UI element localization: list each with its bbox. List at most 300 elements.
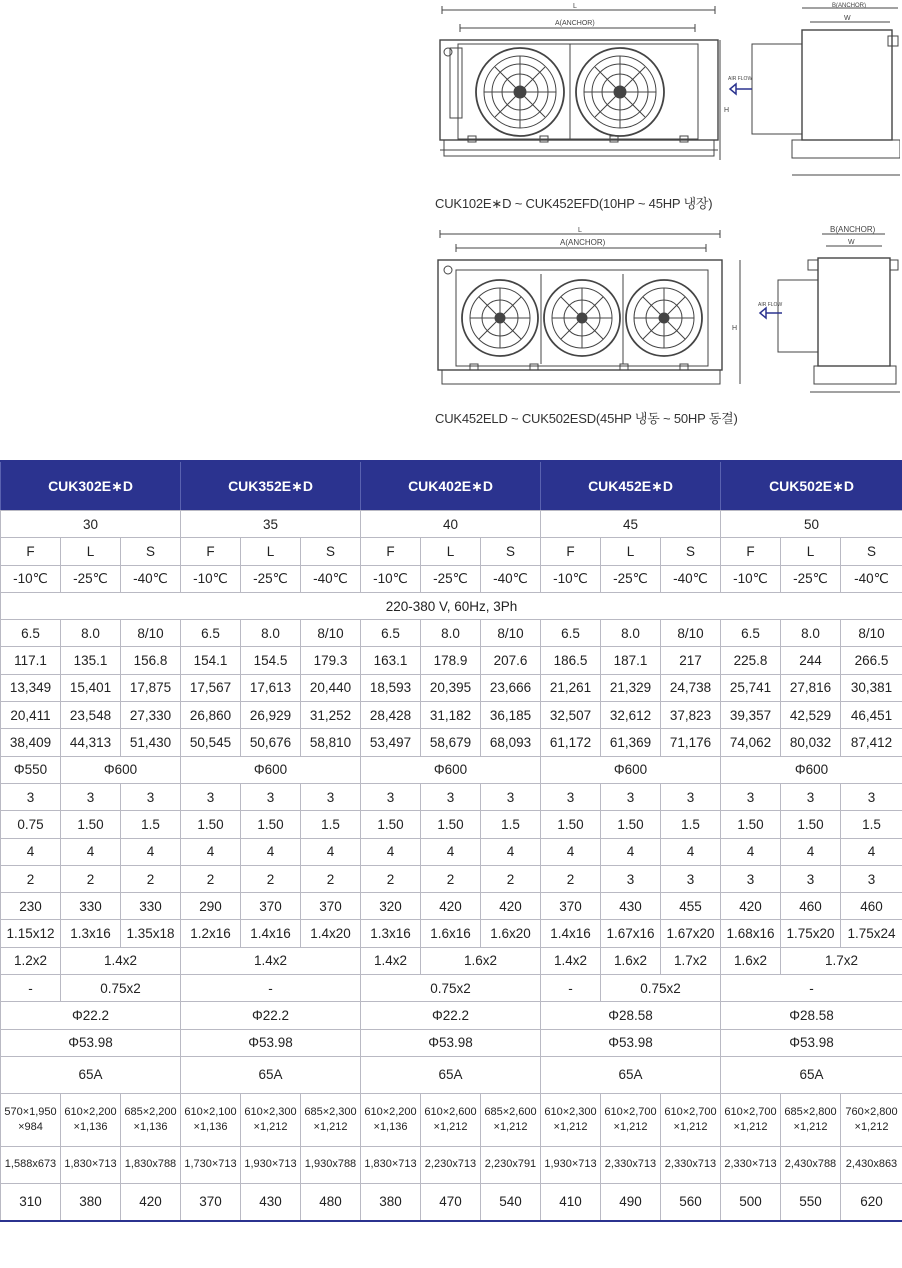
table-cell: 50,545 [181, 729, 241, 756]
table-cell: 3 [781, 865, 841, 892]
table-cell: 2,430x788 [781, 1146, 841, 1183]
hp-cell: 35 [181, 511, 361, 538]
table-cell: 6.5 [181, 620, 241, 647]
dimension-line: ×1,136 [133, 1120, 168, 1133]
table-cell: -10℃ [361, 565, 421, 592]
table-cell: 1.50 [181, 811, 241, 838]
fan-dia-cell: Φ600 [721, 756, 902, 783]
table-cell: 4 [841, 838, 902, 865]
table-cell: 2 [481, 865, 541, 892]
table-cell: -25℃ [421, 565, 481, 592]
dimension-line: ×1,212 [613, 1120, 648, 1133]
heater-cell: 1.4x2 [361, 947, 421, 974]
table-cell: 0.75 [1, 811, 61, 838]
table-cell: 6.5 [721, 620, 781, 647]
dimension-cell [841, 1093, 902, 1146]
table-cell: 23,548 [61, 702, 121, 729]
table-cell: 230 [1, 893, 61, 920]
data-row [1, 620, 902, 647]
dimension-line: 610×2,300 [244, 1105, 297, 1118]
table-cell: 2 [121, 865, 181, 892]
table-cell: 3 [1, 783, 61, 810]
table-cell: 4 [601, 838, 661, 865]
table-cell: 6.5 [1, 620, 61, 647]
table-cell: 3 [361, 783, 421, 810]
dim-w-label: W [844, 15, 851, 22]
table-cell: 500 [721, 1183, 781, 1221]
table-cell: 1,830×713 [361, 1146, 421, 1183]
table-cell: 30,381 [841, 674, 902, 701]
table-cell: Φ53.98 [541, 1029, 721, 1056]
table-cell: 32,507 [541, 702, 601, 729]
table-cell: 4 [241, 838, 301, 865]
heater-cell: 1.6x2 [421, 947, 541, 974]
table-cell: 370 [181, 1183, 241, 1221]
dimension-line: 685×2,200 [124, 1105, 177, 1118]
table-cell: F [721, 538, 781, 565]
table-cell: 1,730×713 [181, 1146, 241, 1183]
drain-heater-cell: 0.75x2 [61, 975, 181, 1002]
table-cell: 4 [181, 838, 241, 865]
type-row [1, 538, 902, 565]
table-cell: 2 [301, 865, 361, 892]
dimension-cell [661, 1093, 721, 1146]
table-cell: 42,529 [781, 702, 841, 729]
table-cell: Φ22.2 [361, 1002, 541, 1029]
dimension-line: ×1,136 [373, 1120, 408, 1133]
table-cell: 23,666 [481, 674, 541, 701]
table-cell: 1,930×713 [541, 1146, 601, 1183]
table-cell: 1.75x20 [781, 920, 841, 947]
table-cell: 330 [61, 893, 121, 920]
dim-b-label: B(ANCHOR) [832, 3, 866, 9]
table-cell: 6.5 [361, 620, 421, 647]
drain-heater-cell: 0.75x2 [361, 975, 541, 1002]
table-cell: 154.1 [181, 647, 241, 674]
table-cell: 380 [61, 1183, 121, 1221]
power-row [1, 592, 902, 619]
table-cell: 430 [601, 893, 661, 920]
fan-dia-cell: Φ600 [361, 756, 541, 783]
table-cell: 28,428 [361, 702, 421, 729]
model-header-row [1, 461, 902, 511]
dimension-line: 610×2,600 [424, 1105, 477, 1118]
table-cell: Φ53.98 [721, 1029, 902, 1056]
table-cell: 1.35x18 [121, 920, 181, 947]
hp-cell: 45 [541, 511, 721, 538]
dim-h-label: H [724, 107, 730, 114]
table-cell: 455 [661, 893, 721, 920]
dimension-line: 685×2,800 [784, 1105, 837, 1118]
table-cell: 410 [541, 1183, 601, 1221]
table-cell: 17,613 [241, 674, 301, 701]
table-cell: 370 [541, 893, 601, 920]
table-cell: -10℃ [1, 565, 61, 592]
data-row [1, 811, 902, 838]
table-cell: 58,810 [301, 729, 361, 756]
table-cell: 2,330×713 [721, 1146, 781, 1183]
dimension-line: 610×2,700 [604, 1105, 657, 1118]
table-cell: Φ53.98 [361, 1029, 541, 1056]
weight-row [1, 1183, 902, 1221]
table-cell: 3 [841, 865, 902, 892]
table-cell: 154.5 [241, 647, 301, 674]
table-cell: 50,676 [241, 729, 301, 756]
table-cell: Φ22.2 [181, 1002, 361, 1029]
table-cell: 24,738 [661, 674, 721, 701]
dimension-cell [421, 1093, 481, 1146]
table-cell: 420 [121, 1183, 181, 1221]
dimension-line: 685×2,300 [304, 1105, 357, 1118]
table-cell: 560 [661, 1183, 721, 1221]
table-cell: 1,588x673 [1, 1146, 61, 1183]
table-cell: 1,930×713 [241, 1146, 301, 1183]
table-cell: 74,062 [721, 729, 781, 756]
fan-dia-cell: Φ550 [1, 756, 61, 783]
table-cell: 53,497 [361, 729, 421, 756]
table-cell: 4 [301, 838, 361, 865]
table-cell: 61,172 [541, 729, 601, 756]
pipe-in-row [1, 1002, 902, 1029]
table-cell: 61,369 [601, 729, 661, 756]
dim-h-label: H [732, 325, 738, 332]
dimension-line: 685×2,600 [484, 1105, 537, 1118]
table-cell: 3 [661, 865, 721, 892]
dim-w-label: W [848, 239, 855, 246]
table-cell: 27,330 [121, 702, 181, 729]
drain-heater-cell: 0.75x2 [601, 975, 721, 1002]
table-cell: 1.4x16 [541, 920, 601, 947]
table-cell: 2 [361, 865, 421, 892]
heater-cell: 1.7x2 [781, 947, 902, 974]
table-cell: 3 [601, 783, 661, 810]
dimension-line: ×1,136 [73, 1120, 108, 1133]
dimension-cell [121, 1093, 181, 1146]
table-cell: L [421, 538, 481, 565]
table-cell: 266.5 [841, 647, 902, 674]
dimension-cell [541, 1093, 601, 1146]
table-cell: -25℃ [241, 565, 301, 592]
heater-row [1, 947, 902, 974]
table-cell: Φ53.98 [181, 1029, 361, 1056]
table-cell: 8.0 [781, 620, 841, 647]
table-cell: 58,679 [421, 729, 481, 756]
table-cell: -25℃ [781, 565, 841, 592]
table-cell: F [361, 538, 421, 565]
table-cell: 6.5 [541, 620, 601, 647]
dimension-cell [781, 1093, 841, 1146]
table-cell: S [841, 538, 902, 565]
table-cell: 4 [661, 838, 721, 865]
table-cell: 480 [301, 1183, 361, 1221]
dim-l-label: L [573, 3, 577, 10]
model-header: CUK302E∗D [1, 461, 181, 511]
drain-heater-row [1, 975, 902, 1002]
table-cell: 1.4x20 [301, 920, 361, 947]
table-cell: -40℃ [661, 565, 721, 592]
table-cell: 65A [181, 1056, 361, 1093]
table-cell: 1.50 [781, 811, 841, 838]
dimension-line: 610×2,700 [724, 1105, 777, 1118]
table-cell: 8/10 [301, 620, 361, 647]
drawing-caption-bottom: CUK452ELD ~ CUK502ESD(45HP 냉동 ~ 50HP 동결) [435, 411, 738, 426]
table-cell: 1.67x20 [661, 920, 721, 947]
table-cell: 87,412 [841, 729, 902, 756]
table-cell: -10℃ [181, 565, 241, 592]
table-cell: 1.6x16 [421, 920, 481, 947]
heater-cell: 1.7x2 [661, 947, 721, 974]
table-cell: 186.5 [541, 647, 601, 674]
table-cell: 36,185 [481, 702, 541, 729]
dimension-cell [601, 1093, 661, 1146]
table-cell: 178.9 [421, 647, 481, 674]
table-cell: 3 [661, 783, 721, 810]
dimension-line: ×1,212 [433, 1120, 468, 1133]
table-cell: 39,357 [721, 702, 781, 729]
data-row [1, 920, 902, 947]
dimension-line: 610×2,700 [664, 1105, 717, 1118]
table-cell: 65A [541, 1056, 721, 1093]
table-cell: 156.8 [121, 647, 181, 674]
table-cell: 420 [481, 893, 541, 920]
table-cell: 540 [481, 1183, 541, 1221]
table-cell: 370 [241, 893, 301, 920]
dimension-cell [721, 1093, 781, 1146]
unit-drawing-three-fan [430, 224, 900, 404]
table-cell: 207.6 [481, 647, 541, 674]
hp-cell: 50 [721, 511, 902, 538]
dimension-line: ×1,136 [193, 1120, 228, 1133]
table-cell: 25,741 [721, 674, 781, 701]
table-cell: 8.0 [421, 620, 481, 647]
table-cell: 8/10 [121, 620, 181, 647]
dimension-cell [301, 1093, 361, 1146]
table-cell: 4 [781, 838, 841, 865]
table-cell: 550 [781, 1183, 841, 1221]
table-cell: 20,395 [421, 674, 481, 701]
data-row [1, 729, 902, 756]
table-cell: 31,182 [421, 702, 481, 729]
model-header: CUK352E∗D [181, 461, 361, 511]
table-cell: 1,930x788 [301, 1146, 361, 1183]
table-cell: 1.50 [421, 811, 481, 838]
table-cell: 420 [721, 893, 781, 920]
table-cell: 3 [301, 783, 361, 810]
drawing-caption-top: CUK102E∗D ~ CUK452EFD(10HP ~ 45HP 냉장) [435, 196, 713, 211]
table-cell: 4 [721, 838, 781, 865]
table-cell: 3 [61, 783, 121, 810]
table-cell: 37,823 [661, 702, 721, 729]
fan-diameter-row [1, 756, 902, 783]
dimension-line: 570×1,950 [4, 1105, 57, 1118]
table-cell: 1.4x16 [241, 920, 301, 947]
table-cell: 4 [541, 838, 601, 865]
pipe-out-row [1, 1029, 902, 1056]
table-cell: 320 [361, 893, 421, 920]
table-cell: 1.50 [541, 811, 601, 838]
table-cell: 4 [361, 838, 421, 865]
table-cell: 65A [721, 1056, 902, 1093]
table-cell: 2 [541, 865, 601, 892]
fan-dia-cell: Φ600 [61, 756, 181, 783]
dim-b-label: B(ANCHOR) [830, 225, 876, 234]
table-cell: 51,430 [121, 729, 181, 756]
model-header: CUK502E∗D [721, 461, 902, 511]
table-cell: 2,430x863 [841, 1146, 902, 1183]
hp-row [1, 511, 902, 538]
table-cell: 8.0 [241, 620, 301, 647]
table-cell: 430 [241, 1183, 301, 1221]
table-cell: 2,330x713 [661, 1146, 721, 1183]
fan-dia-cell: Φ600 [541, 756, 721, 783]
dimension-line: ×1,212 [553, 1120, 588, 1133]
air-flow-label: AIR FLOW [758, 302, 783, 308]
table-cell: 1,830x788 [121, 1146, 181, 1183]
table-cell: -25℃ [61, 565, 121, 592]
data-row [1, 783, 902, 810]
table-cell: 290 [181, 893, 241, 920]
dimension-line: 610×2,100 [184, 1105, 237, 1118]
data-row [1, 674, 902, 701]
table-cell: 1.50 [601, 811, 661, 838]
table-cell: 163.1 [361, 647, 421, 674]
anchor-dimension-row [1, 1146, 902, 1183]
table-cell: 17,875 [121, 674, 181, 701]
table-cell: 490 [601, 1183, 661, 1221]
table-cell: 15,401 [61, 674, 121, 701]
data-row [1, 893, 902, 920]
power-cell: 220-380 V, 60Hz, 3Ph [1, 592, 902, 619]
table-cell: 68,093 [481, 729, 541, 756]
table-cell: 187.1 [601, 647, 661, 674]
table-cell: 4 [61, 838, 121, 865]
table-cell: 17,567 [181, 674, 241, 701]
dimension-line: 610×2,300 [544, 1105, 597, 1118]
table-cell: 1.50 [241, 811, 301, 838]
table-cell: 4 [421, 838, 481, 865]
table-cell: 330 [121, 893, 181, 920]
dimension-cell [241, 1093, 301, 1146]
table-cell: 3 [601, 865, 661, 892]
dimension-cell [481, 1093, 541, 1146]
dim-a-label: A(ANCHOR) [555, 20, 595, 27]
dim-l-label: L [578, 227, 582, 234]
table-cell: 8/10 [661, 620, 721, 647]
dimension-line: ×1,212 [313, 1120, 348, 1133]
table-cell: 8/10 [841, 620, 902, 647]
table-cell: -40℃ [301, 565, 361, 592]
drain-row [1, 1056, 902, 1093]
table-cell: 3 [721, 783, 781, 810]
table-cell: 80,032 [781, 729, 841, 756]
table-cell: F [541, 538, 601, 565]
table-cell: 1.68x16 [721, 920, 781, 947]
model-header: CUK402E∗D [361, 461, 541, 511]
table-cell: 2,230x791 [481, 1146, 541, 1183]
table-cell: L [601, 538, 661, 565]
table-cell: Φ53.98 [1, 1029, 181, 1056]
drain-heater-cell: - [541, 975, 601, 1002]
heater-cell: 1.4x2 [541, 947, 601, 974]
table-cell: -40℃ [121, 565, 181, 592]
data-row [1, 647, 902, 674]
table-cell: 1.5 [661, 811, 721, 838]
table-cell: 2,230x713 [421, 1146, 481, 1183]
dimension-line: ×1,212 [854, 1120, 889, 1133]
hp-cell: 30 [1, 511, 181, 538]
table-cell: 460 [841, 893, 902, 920]
dimension-cell [181, 1093, 241, 1146]
table-cell: 117.1 [1, 647, 61, 674]
table-cell: 3 [841, 783, 902, 810]
hp-cell: 40 [361, 511, 541, 538]
dimension-line: ×984 [18, 1120, 43, 1133]
table-cell: 1.6x20 [481, 920, 541, 947]
table-cell: 21,261 [541, 674, 601, 701]
table-cell: 3 [121, 783, 181, 810]
table-cell: 2 [61, 865, 121, 892]
table-cell: 1.3x16 [361, 920, 421, 947]
table-cell: 1.5 [841, 811, 902, 838]
dimension-line: ×1,212 [673, 1120, 708, 1133]
data-row [1, 865, 902, 892]
table-cell: 1.67x16 [601, 920, 661, 947]
table-cell: 620 [841, 1183, 902, 1221]
table-cell: 3 [241, 783, 301, 810]
table-cell: 1.50 [361, 811, 421, 838]
table-cell: 217 [661, 647, 721, 674]
table-cell: -40℃ [841, 565, 902, 592]
table-cell: 1.75x24 [841, 920, 902, 947]
table-cell: 1.50 [721, 811, 781, 838]
data-row [1, 702, 902, 729]
table-cell: 3 [181, 783, 241, 810]
table-cell: 31,252 [301, 702, 361, 729]
table-cell: Φ28.58 [541, 1002, 721, 1029]
heater-cell: 1.2x2 [1, 947, 61, 974]
table-cell: 1.3x16 [61, 920, 121, 947]
table-cell: 310 [1, 1183, 61, 1221]
table-cell: 46,451 [841, 702, 902, 729]
table-cell: 8.0 [61, 620, 121, 647]
table-cell: 470 [421, 1183, 481, 1221]
table-cell: S [481, 538, 541, 565]
table-cell: 244 [781, 647, 841, 674]
table-cell: 71,176 [661, 729, 721, 756]
table-cell: -25℃ [601, 565, 661, 592]
table-cell: 21,329 [601, 674, 661, 701]
drain-heater-cell: - [1, 975, 61, 1002]
table-cell: L [61, 538, 121, 565]
table-cell: 18,593 [361, 674, 421, 701]
table-cell: 26,860 [181, 702, 241, 729]
table-cell: 65A [361, 1056, 541, 1093]
fan-dia-cell: Φ600 [181, 756, 361, 783]
dimension-line: 610×2,200 [364, 1105, 417, 1118]
table-cell: 225.8 [721, 647, 781, 674]
drain-heater-cell: - [721, 975, 902, 1002]
table-cell: 1.5 [481, 811, 541, 838]
air-flow-label: AIR FLOW [728, 76, 753, 82]
heater-cell: 1.6x2 [721, 947, 781, 974]
table-cell: 4 [121, 838, 181, 865]
dimension-line: ×1,212 [793, 1120, 828, 1133]
table-cell: 3 [481, 783, 541, 810]
table-cell: 38,409 [1, 729, 61, 756]
table-cell: 20,440 [301, 674, 361, 701]
drain-heater-cell: - [181, 975, 361, 1002]
heater-cell: 1.6x2 [601, 947, 661, 974]
